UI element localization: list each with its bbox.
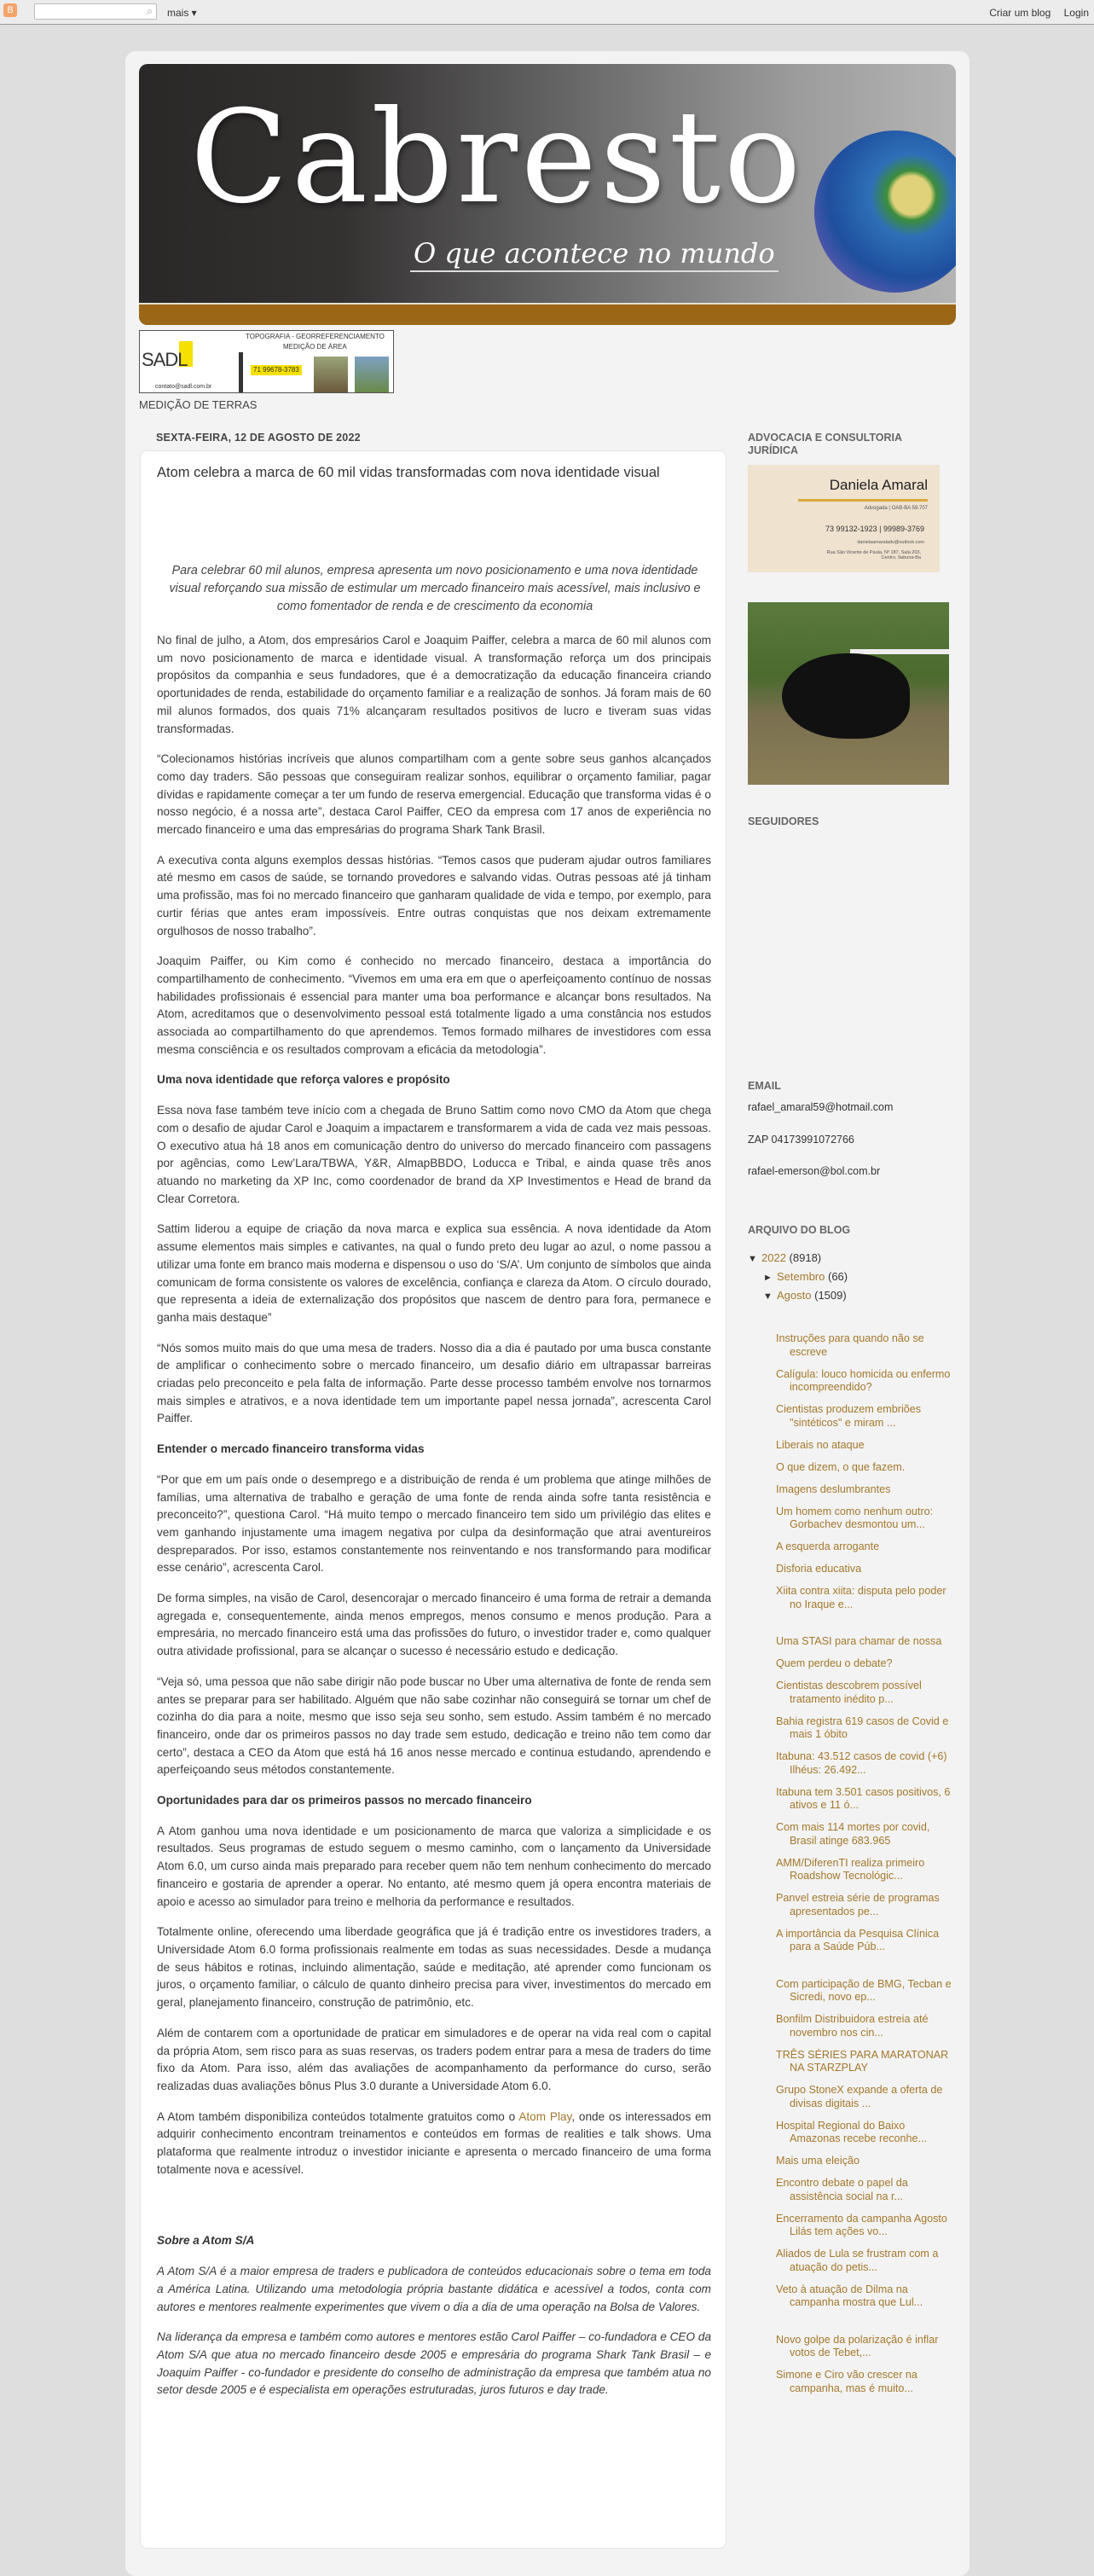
more-menu-button[interactable]: mais ▾ [167,7,197,19]
blog-search-input[interactable] [34,3,157,20]
blog-header-image[interactable] [139,64,956,325]
archive-post-link[interactable]: Panvel estreia série de programas apresentados pe... [776,1892,940,1917]
archive-post-link[interactable]: Imagens deslumbrantes [776,1482,891,1495]
search-icon[interactable]: ⌕ [147,5,153,17]
globe-icon [814,131,956,293]
blog-post [140,450,726,2549]
archive-year-count: (8918) [789,1251,822,1264]
horse-image[interactable] [748,602,949,785]
archive-post-link[interactable]: Cientistas produzem embriões "sintéticos" e miram ... [776,1403,922,1429]
blogger-logo-icon[interactable]: B [3,3,17,17]
section-heading: Entender o mercado financeiro transforma vidas [157,1442,425,1456]
horse-shape [782,653,910,739]
archive-post-link[interactable]: A esquerda arrogante [776,1540,880,1552]
blog-title-logo: Cabresto [190,84,805,232]
card-role: Advogada | OAB-BA 59.707 [864,506,928,511]
spacer [157,2191,711,2232]
archive-year-link[interactable]: 2022 [761,1251,786,1264]
email-text: rafael_amaral59@hotmail.com [748,1101,894,1113]
card-email: danielaamaraladv@outlook.com [857,540,924,545]
archive-month[interactable] [748,1286,952,1305]
paragraph: Totalmente online, oferecendo uma liberdade geográfica que já é tradição entre os investidores traders, a Universidade Atom 6.0 forma profissionais realmente em todas as suas necessidades. Desde a mudança de seus hábitos e rotinas, incluindo alimentação, saúde e meditação, até aprender como funcionam os juros, o orçamento familiar, o cálculo de quanto dinheiro precisa para viver, investimentos do mercado em geral, planejamento financeiro, construção de patrimônio, etc. [157,1925,711,2010]
fence [850,649,949,654]
sadl-ad-banner[interactable] [139,330,394,393]
paragraph: Essa nova fase também teve início com a chegada de Bruno Sattim como novo CMO da Atom que chega com o desafio de ajudar Carol e Joaquim a impactarem e transformarem a vida de cada vez mais pessoas. O executivo atua há 18 anos em comunicação dentro do universo do mercado financeiro com passagens por agências, como Lew’Lara/TBWA, Y&R, AlmapBBDO, Loducca e Tribal, e ainda quase três anos atuando no marketing da XP Inc, como coordenador de brand da XP Investimentos e Head de brand da Clear Corretora. [157,1104,711,1205]
archive-post-link[interactable]: Itabuna tem 3.501 casos positivos, 6 ativos e 11 ó... [776,1785,951,1811]
ad-brand: SADL [142,349,188,370]
archive-post-link[interactable]: Com mais 114 mortes por covid, Brasil atinge 683.965 [776,1821,930,1847]
paragraph: A Atom S/A é a maior empresa de traders e publicadora de conteúdos educacionais sobre o tema em toda a América Latina. Utilizando uma metodologia própria bastante didática e acessível a todos, conta com autores e mentores realmente experimentes que vivem o dia a dia de uma operação na Bolsa de Valores. [157,2265,711,2313]
zap-text: ZAP 04173991072766 [748,1134,854,1146]
paragraph: Joaquim Paiffer, ou Kim como é conhecido no mercado financeiro, destaca a importância do compartilhamento de conhecimento. “Vivemos em uma era em que o aperfeiçoamento contínuo de nossas habilidades profissionais é essencial para manter uma boa performance e alcançar bons resultados. Na Atom, acreditamos que o desenvolvimento pessoal está totalmente ligado a uma constância nos estudos associada ao compartilhamento do que aprendemos. Temos formado milhares de investidores com essa mesma consciência e os resultados comprovam a eficácia da metodologia”. [157,954,711,1056]
followers-title: SEGUIDORES [748,815,819,827]
divider [239,352,243,393]
archive-post-link[interactable]: Hospital Regional do Baixo Amazonas recebe reconhe... [776,2119,928,2144]
archive-post-link[interactable]: Grupo StoneX expande a oferta de divisas digitais ... [776,2084,943,2109]
ad-email: contato@sadl.com.br [155,384,212,390]
archive-post-link[interactable]: Novo golpe da polarização é inflar votos de Tebet,... [776,2333,939,2358]
create-blog-link[interactable]: Criar um blog [989,7,1051,19]
paragraph: Sattim liderou a equipe de criação da nova marca e explica sua essência. A nova identidade da Atom assume elementos mais simples e cativantes, na qual o fundo preto deu lugar ao azul, o nome passou a utilizar uma fonte em branco mais moderna e dispensou o uso do ‘S/A’. Um conjunto de símbolos que ainda comunicam de forma consistente os valores de excelência, confiança e clareza da Atom. O círculo dourado, que representa a ideia de externalização dos propósitos que nascem de dentro para fora, permanece e ganha mais destaque” [157,1222,711,1324]
expanded-triangle-icon[interactable]: ▼ [763,1291,773,1302]
archive-post-link[interactable]: Encontro debate o papel da assistência social na r... [776,2177,908,2202]
paragraph: A executiva conta alguns exemplos dessas histórias. “Temos casos que puderam ajudar outros familiares até mesmo em casos de saúde, se tornando provedores e salvando vidas. Outras pessoas até já tinham uma profissão, mas foi no mercado financeiro que ganharam qualidade de vida e tempo, por exemplo, para curtir férias que antes eram impossíveis. Entre outras conquistas que nos deixam extremamente orgulhosos de nosso trabalho”. [157,853,711,937]
archive-month-count: (66) [828,1270,848,1283]
card-phones: 73 99132-1923 | 99989-3769 [825,525,924,533]
archive-post-link[interactable]: Disforia educativa [776,1563,862,1575]
archive-post-link[interactable]: Veto à atuação de Dilma na campanha mostra que Lul... [776,2283,923,2308]
blog-tagline: O que acontece no mundo [410,236,779,272]
archive-post-link[interactable]: A importância da Pesquisa Clínica para a Saúde Púb... [776,1927,940,1952]
law-widget-title: ADVOCACIA E CONSULTORIA JURÍDICA [748,432,902,456]
email-title: EMAIL [748,1080,781,1092]
archive-post-link[interactable]: O que dizem, o que fazem. [776,1460,906,1473]
archive-post-link[interactable]: Mais uma eleição [776,2155,860,2167]
lawyer-business-card[interactable] [748,465,940,572]
header-bar [139,303,956,325]
archive-post-link[interactable]: Cientistas descobrem possível tratamento inédito p... [776,1680,922,1705]
ad-caption: MEDIÇÃO DE TERRAS [139,398,258,411]
paragraph-text: , onde os interessados em adquirir conhecimento encontram treinamentos e conteúdos em formas de realities e talk shows. Uma plataforma que realmente introduz o investidor iniciante e apresenta o mercado financeiro de uma forma totalmente nova e acessível. [157,2109,711,2176]
archive-post-link[interactable]: AMM/DiferenTI realiza primeiro Roadshow Tecnológic... [776,1856,925,1882]
archive-post-link[interactable]: Quem perdeu o debate? [776,1657,893,1669]
archive-post-link[interactable]: Xiita contra xiita: disputa pelo poder no Iraque e... [776,1585,946,1610]
section-heading: Sobre a Atom S/A [157,2234,255,2248]
login-link[interactable]: Login [1063,7,1089,19]
archive-post-link[interactable]: Calígula: louco homicida ou enfermo incompreendido? [776,1367,951,1393]
paragraph: Além de contarem com a oportunidade de praticar em simuladores e de operar na vida real com o capital da própria Atom, sem risco para as suas reservas, os traders podem entrar para a mesa de traders do time fixo da Atom. Para isso, além das avaliações de acompanhamento da performance do curso, serão realizadas duas avaliações bônus Plus 3.0 durante a Universidade Atom 6.0. [157,2026,711,2092]
paragraph [157,2109,711,2179]
ad-photo [355,357,389,392]
atom-play-link[interactable]: Atom Play [518,2109,572,2123]
archive-post-link[interactable]: Aliados de Lula se frustram com a atuação do petis... [776,2248,939,2273]
archive-post-link[interactable]: Simone e Ciro vão crescer na campanha, mas é muito... [776,2369,917,2394]
post-body [157,632,711,2412]
paragraph: “Veja só, uma pessoa que não sabe dirigir não pode buscar no Uber uma alternativa de fonte de renda sem antes se preparar para ser habilitado. Alguém que não sabe cozinhar não conseguirá se tornar um chef de cozinha do dia para a noite, mesmo que isso seja seu sonho, sem estudo. Assim também é no mercado financeiro, onde dar os primeiros passos no day trade sem estudo, dedicação e treino não tem como dar certo”, destaca a CEO da Atom que está há 16 anos nesse mercado e continua estudando, aprendendo e aperfeiçoando seus métodos constantemente. [157,1674,711,1777]
card-address: Rua São Vicente de Paula, Nº 187, Sala 203, Centro, Itabuna-Ba [826,550,921,561]
email-text-2: rafael-emerson@bol.com.br [748,1165,881,1177]
archive-post-link[interactable]: Bonfilm Distribuidora estreia até novembro nos cin... [776,2013,929,2039]
archive-post-link[interactable]: Liberais no ataque [776,1438,865,1451]
ad-line2: MEDIÇÃO DE ÁREA [283,343,347,351]
archive-post-link[interactable]: Encerramento da campanha Agosto Lilás tem ações vo... [776,2212,947,2237]
archive-post-link[interactable]: Com participação de BMG, Tecban e Sicredi, novo ep... [776,1977,952,2003]
section-heading: Oportunidades para dar os primeiros passos no mercado financeiro [157,1794,532,1807]
archive-post-link[interactable]: Itabuna: 43.512 casos de covid (+6) Ilhéus: 26.492... [776,1750,947,1776]
archive-post-link[interactable]: Um homem como nenhum outro: Gorbachev desmontou um... [776,1505,934,1530]
archive-month-count: (1509) [814,1289,847,1302]
ad-line1: TOPOGRAFIA - GEORREFERENCIAMENTO [246,333,385,340]
ad-photo [314,357,348,392]
archive-post-link[interactable]: Bahia registra 619 casos de Covid e mais 1 óbito [776,1714,949,1740]
ad-phone: 71 99678-3783 [251,365,302,375]
archive-month-link[interactable]: Setembro [777,1270,825,1283]
card-underline [798,499,928,502]
paragraph-text: A Atom também disponibiliza conteúdos totalmente gratuitos como o [157,2109,519,2123]
archive-year[interactable] [748,1249,952,1268]
paragraph: “Nós somos muito mais do que uma mesa de traders. Nosso dia a dia é pautado por uma busca constante de amplificar o conhecimento sobre o mercado financeiro, um desafio diário em ultrapassar barreiras criadas pelo preconceito e pela falta de informação. Parte desse processo também envolve nos tornarmos mais simples e atrativos, e a nova identidade tem um importante papel nessa jornada”, acrescenta Carol Paiffer. [157,1341,711,1425]
archive-post-link[interactable]: Instruções para quando não se escreve [776,1332,924,1358]
archive-post-link[interactable]: Uma STASI para chamar de nossa [776,1635,942,1647]
paragraph: “Por que em um país onde o desemprego e a distribuição de renda é um problema que atinge milhões de famílias, uma alternativa de trabalho e geração de uma fonte de renda ainda sofre tanta resistência e preconceito?”, questiona Carol. “Há muito tempo o mercado financeiro tem sido um privilégio das elites e vem ganhando injustamente uma imagem negativa por culpa da desinformação que atrai aventureiros despreparados. Por isso, estamos constantemente nos reinventando e nos transformando para modificar esse cenário”, acrescenta Carol. [157,1472,711,1575]
blogger-navbar [0,0,1094,25]
archive-title: ARQUIVO DO BLOG [748,1224,851,1236]
post-date: SEXTA-FEIRA, 12 DE AGOSTO DE 2022 [156,432,361,444]
archive-month-link[interactable]: Agosto [777,1289,812,1302]
card-name: Daniela Amaral [829,477,928,493]
post-title[interactable]: Atom celebra a marca de 60 mil vidas transformadas com nova identidade visual [157,465,660,480]
paragraph: Na liderança da empresa e também como autores e mentores estão Carol Paiffer – co-fundadora e CEO da Atom S/A que atua no mercado financeiro desde 2005 e empresária do programa Shark Tank Brasil – e Joaquim Paiffer - co-fundador e presidente do conselho de administração da empresa que também atua no setor desde 2005 e é especialista em operações estruturadas, juros futuros e day trade. [157,2330,711,2397]
paragraph: De forma simples, na visão de Carol, desencorajar o mercado financeiro é uma forma de retrair a demanda agregada e, consequentemente, ainda menos empregos, menos consumo e menos produção. Para a empresária, no mercado financeiro está uma das profissões do futuro, o investidor trader e, como qualquer outra atividade profissional, para se alcançar o sucesso é necessário estudo e dedicação. [157,1592,711,1658]
archive-post-list [776,1332,955,2405]
archive-post-link[interactable]: TRÊS SÉRIES PARA MARATONAR NA STARZPLAY [776,2048,949,2074]
blog-archive [748,1249,952,1305]
paragraph: No final de julho, a Atom, dos empresários Carol e Joaquim Paiffer, celebra a marca de 60 mil alunos com um novo posicionamento de marca e identidade visual. A transformação reforça um dos principais propósitos da companhia e seus fundadores, que é a democratização da educação financeira criando oportunidades de renda, estabilidade do orçamento familiar e a realização de sonhos. Já foram mais de 60 mil alunos formados, dos quais 71% alcançaram resultados positivos de lucro e tiveram suas vidas transformadas. [157,634,711,735]
collapsed-triangle-icon[interactable]: ► [763,1273,773,1283]
paragraph: “Colecionamos histórias incríveis que alunos compartilham com a gente sobre seus ganhos alcançados como day traders. São pessoas que conseguiram realizar sonhos, equilibrar o orçamento familiar, pagar dívidas e rapidamente começar a ter um fundo de reserva emergencial. Educação que transforma vidas é o nosso negócio, é a nossa arte”, destaca Carol Paiffer, CEO da empresa com 17 anos de experiência no mercado financeiro e uma das empresárias do programa Shark Tank Brasil. [157,752,711,837]
paragraph: A Atom ganhou uma nova identidade e um posicionamento de marca que valoriza a simplicidade e os resultados. Seus programas de estudo seguem o mesmo caminho, com o lançamento da Universidade Atom 6.0, um curso ainda mais preparado para receber quem não tem nenhum conhecimento do mercado financeiro e gostaria de aprender a operar. No entanto, até mesmo quem já opera encontra materiais de apoio e acesso ao simulador para treino e melhoria da performance e resultados. [157,1824,711,1908]
section-heading: Uma nova identidade que reforça valores e propósito [157,1073,450,1087]
post-subtitle: Para celebrar 60 mil alunos, empresa apresenta um novo posicionamento e uma nova identidade visual reforçando sua missão de estimular um mercado financeiro mais acessível, mais inclusivo e como fomentador de renda e de crescimento da economia [169,564,701,613]
expanded-triangle-icon[interactable]: ▼ [748,1254,757,1264]
archive-month[interactable] [748,1268,952,1286]
